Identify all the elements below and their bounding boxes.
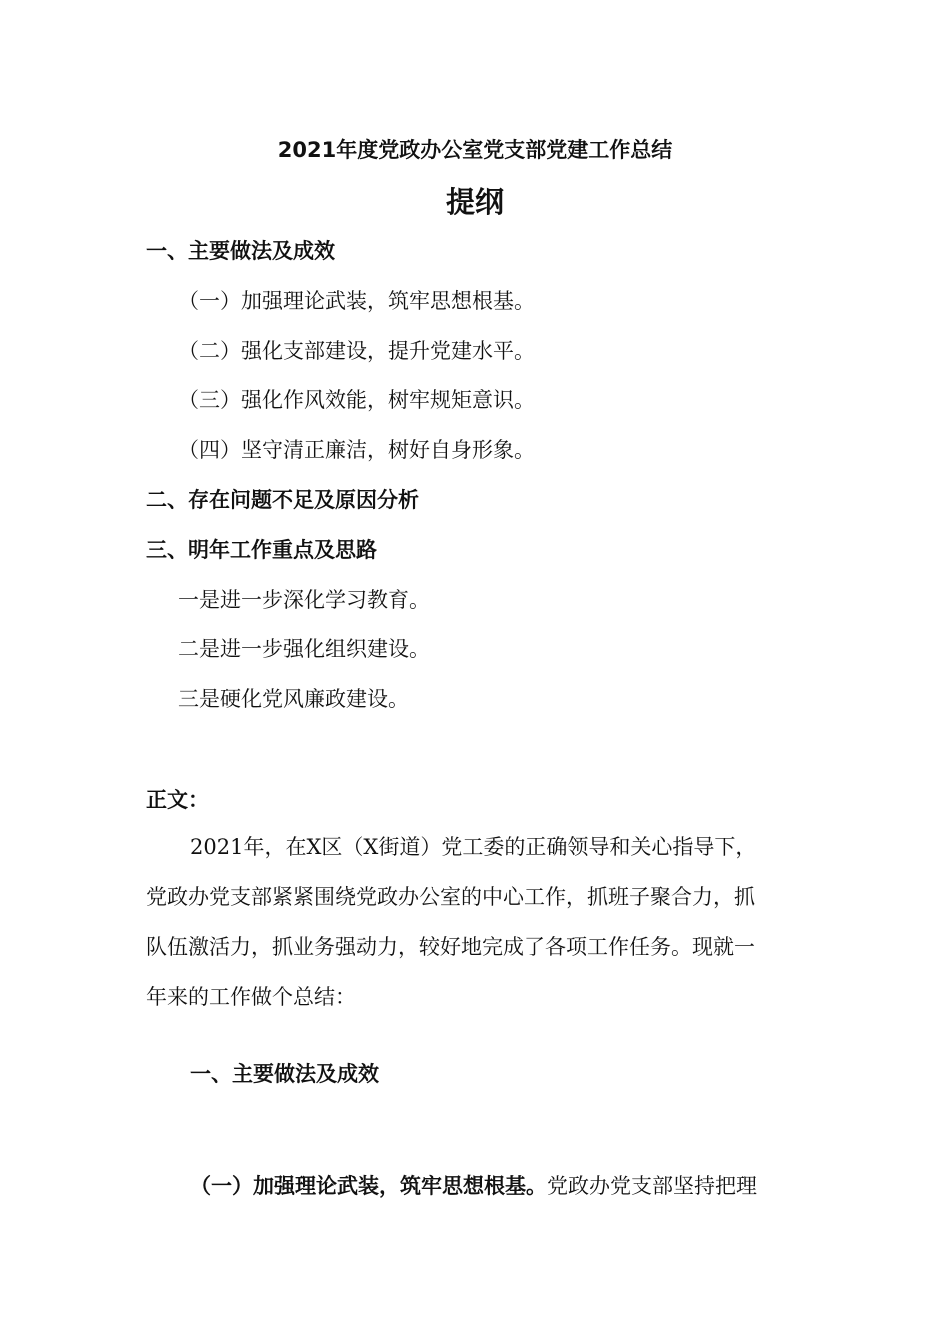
outline-item-1-1: （一）加强理论武装，筑牢思想根基。 xyxy=(178,289,535,313)
body-subsection-1 xyxy=(190,1172,757,1200)
document-title: 2021年度党政办公室党支部党建工作总结 xyxy=(277,138,673,162)
body-subsection-1-text: 党政办党支部坚持把理 xyxy=(547,1174,757,1198)
body-section-1-heading: 一、主要做法及成效 xyxy=(190,1062,379,1086)
outline-item-1-3: （三）强化作风效能，树牢规矩意识。 xyxy=(178,388,535,412)
outline-item-3-2: 二是进一步强化组织建设。 xyxy=(178,637,430,661)
body-subsection-1-title: （一）加强理论武装，筑牢思想根基。 xyxy=(190,1174,547,1198)
outline-section-3: 三、明年工作重点及思路 xyxy=(146,538,377,562)
body-intro-line-3: 队伍激活力，抓业务强动力，较好地完成了各项工作任务。现就一 xyxy=(146,935,755,959)
outline-item-1-2: （二）强化支部建设，提升党建水平。 xyxy=(178,339,535,363)
body-intro-line-1: 2021年，在X区（X街道）党工委的正确领导和关心指导下， xyxy=(190,835,757,859)
body-intro-line-2: 党政办党支部紧紧围绕党政办公室的中心工作，抓班子聚合力，抓 xyxy=(146,885,755,909)
outline-section-2: 二、存在问题不足及原因分析 xyxy=(146,488,419,512)
outline-item-1-4: （四）坚守清正廉洁，树好自身形象。 xyxy=(178,438,535,462)
body-label: 正文： xyxy=(146,788,209,812)
outline-heading: 提纲 xyxy=(445,185,504,219)
outline-section-1: 一、主要做法及成效 xyxy=(146,239,335,263)
body-intro-line-4: 年来的工作做个总结： xyxy=(146,985,356,1009)
outline-item-3-3: 三是硬化党风廉政建设。 xyxy=(178,687,409,711)
outline-item-3-1: 一是进一步深化学习教育。 xyxy=(178,588,430,612)
